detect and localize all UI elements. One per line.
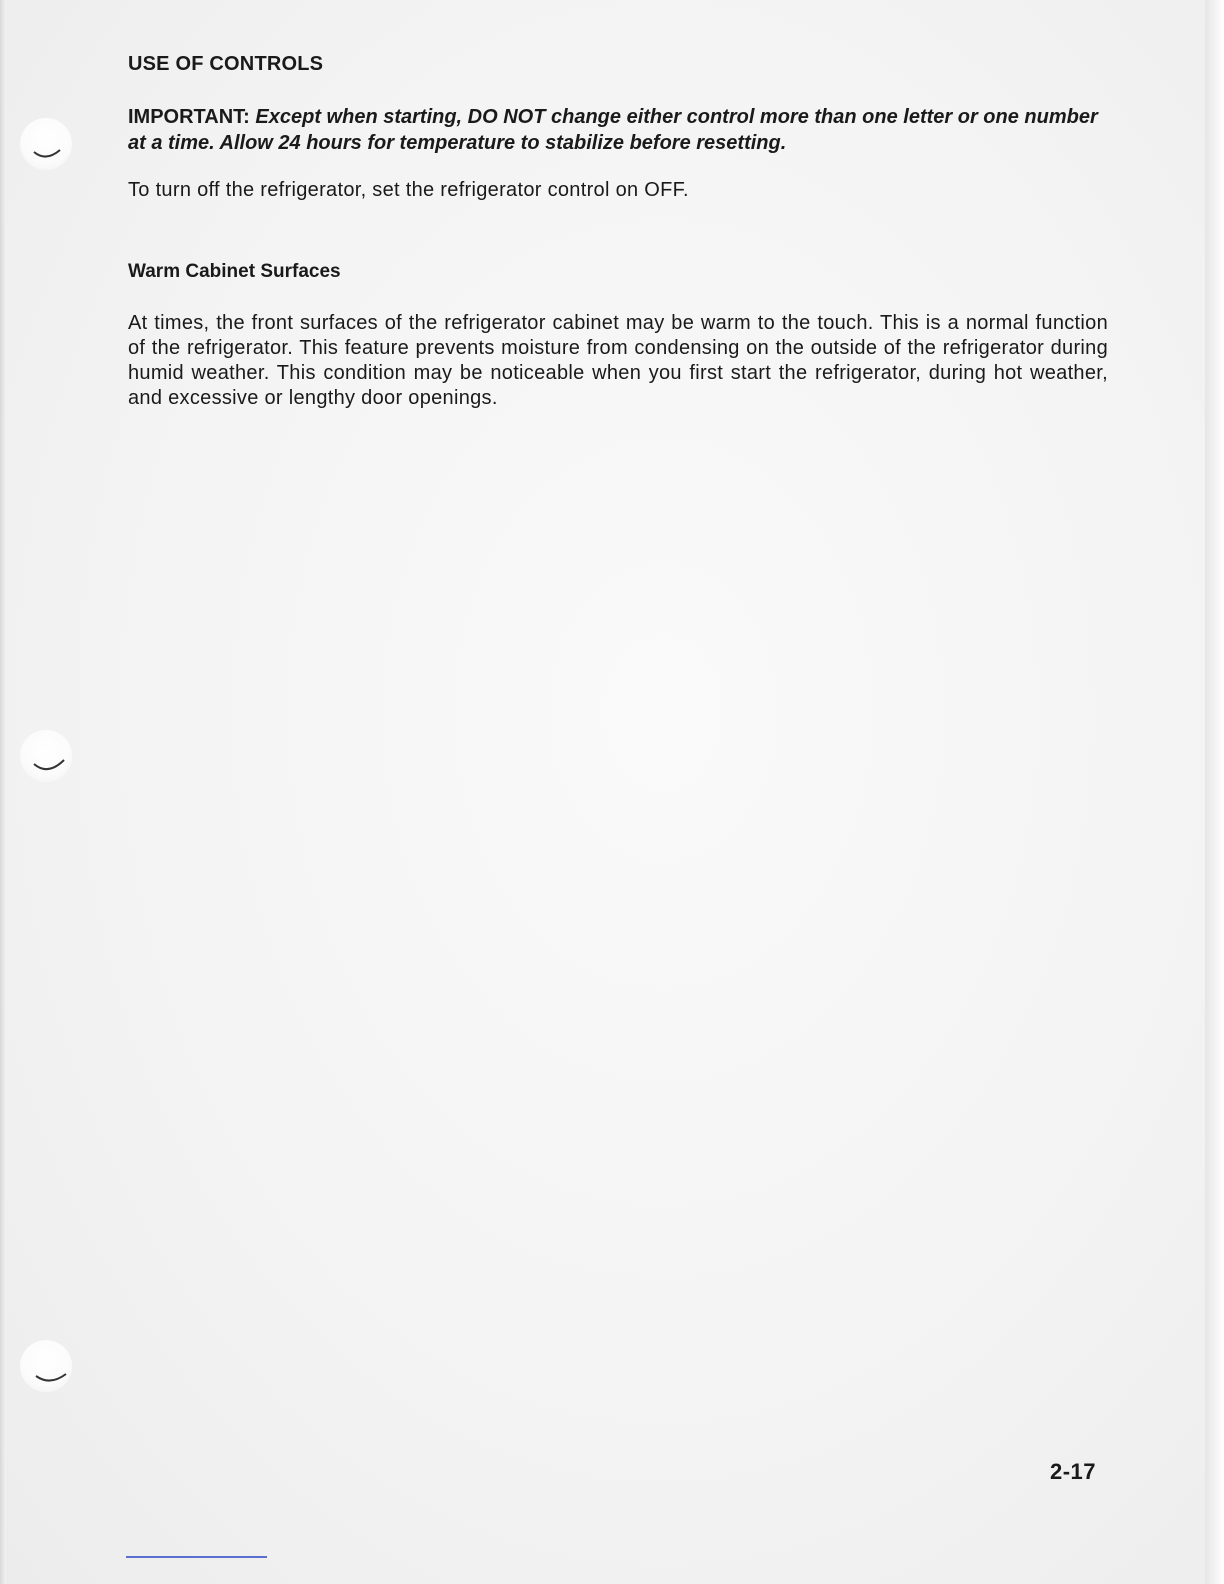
page-number: 2-17 (1050, 1459, 1097, 1484)
footer-rule (126, 1556, 267, 1558)
punch-hole-curve-icon (20, 118, 72, 170)
document-content (128, 50, 1108, 411)
subsection-heading: Warm Cabinet Surfaces (128, 261, 341, 282)
punch-hole-curve-icon (20, 1340, 72, 1392)
punch-hole-top (20, 118, 72, 170)
punch-hole-bottom (20, 1340, 72, 1392)
important-label: IMPORTANT: (128, 106, 250, 128)
warm-surfaces-paragraph: At times, the front surfaces of the refrigerator cabinet may be warm to the touch. This is a normal function of the refrigerator. This feature prevents moisture from condensing on the outside of the refrigerator during humid weather. This condition may be noticeable when you first start the refrigerator, during hot weather, and excessive or lengthy door openings. (128, 312, 1108, 409)
important-note (128, 104, 1108, 156)
punch-hole-middle (20, 730, 72, 782)
page-left-edge (0, 0, 6, 1584)
section-heading: USE OF CONTROLS (128, 53, 324, 75)
punch-hole-curve-icon (20, 730, 72, 782)
important-text: Except when starting, DO NOT change either control more than one letter or one number at a time. Allow 24 hours for temperature to stabilize before resetting. (128, 106, 1098, 154)
page-right-edge (1205, 0, 1224, 1584)
turn-off-paragraph: To turn off the refrigerator, set the refrigerator control on OFF. (128, 179, 689, 201)
